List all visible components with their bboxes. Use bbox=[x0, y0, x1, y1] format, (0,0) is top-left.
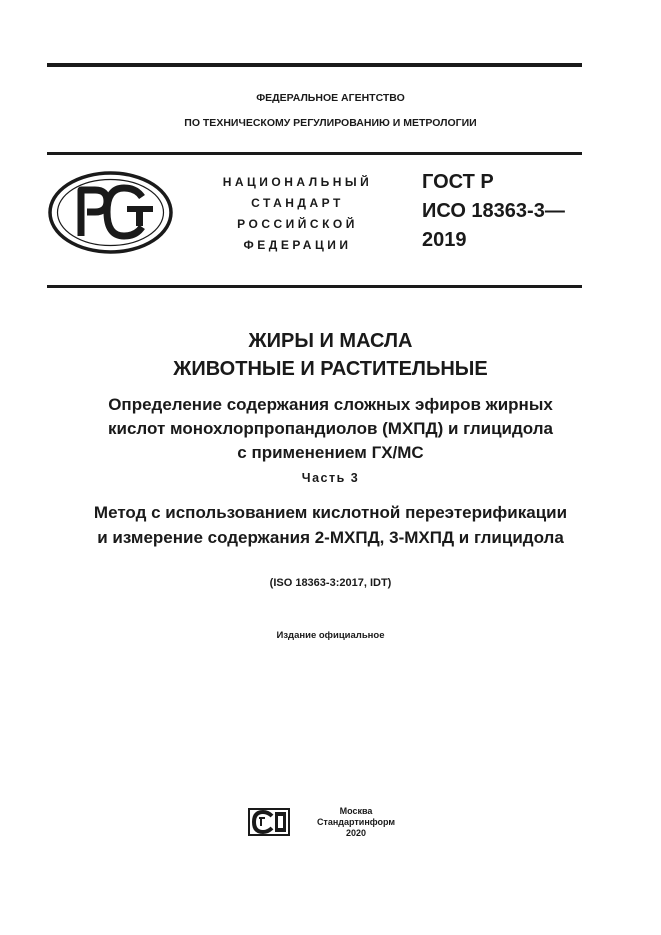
national-standard-line-1: НАЦИОНАЛЬНЫЙ bbox=[222, 175, 373, 189]
subtitle-line-3: с применением ГХ/МС bbox=[237, 443, 424, 462]
national-standard-line-2: СТАНДАРТ bbox=[251, 196, 344, 210]
national-standard-label bbox=[205, 172, 390, 256]
method-title bbox=[0, 500, 661, 550]
subtitle-line-2: кислот монохлорпропандиолов (МХПД) и глицидола bbox=[108, 419, 553, 438]
document-subtitle bbox=[0, 393, 661, 465]
standard-designation bbox=[422, 168, 565, 255]
standartinform-logo-icon bbox=[248, 808, 290, 836]
part-label: Часть 3 bbox=[301, 471, 360, 485]
title-rule bbox=[47, 285, 582, 288]
designation-line-2: ИСО 18363-3— bbox=[422, 200, 565, 222]
title-line-1: ЖИРЫ И МАСЛА bbox=[248, 330, 413, 352]
publisher-name: Стандартинформ bbox=[316, 817, 396, 827]
national-standard-line-3: РОССИЙСКОЙ bbox=[237, 217, 358, 231]
subtitle-line-1: Определение содержания сложных эфиров жирных bbox=[108, 395, 553, 414]
document-title bbox=[0, 327, 661, 383]
edition-note: Издание официальное bbox=[276, 630, 385, 641]
designation-line-1: ГОСТ Р bbox=[422, 171, 494, 193]
national-standard-line-4: ФЕДЕРАЦИИ bbox=[243, 238, 352, 252]
designation-line-3: 2019 bbox=[422, 229, 467, 251]
publisher-city: Москва bbox=[339, 806, 373, 816]
title-line-2: ЖИВОТНЫЕ И РАСТИТЕЛЬНЫЕ bbox=[173, 358, 488, 380]
agency-line-1: ФЕДЕРАЛЬНОЕ АГЕНТСТВО bbox=[256, 92, 405, 104]
publisher-block bbox=[312, 806, 400, 839]
method-line-1: Метод с использованием кислотной переэтерификации bbox=[93, 503, 568, 522]
gost-r-certification-emblem-icon bbox=[47, 170, 174, 255]
header-rule bbox=[47, 152, 582, 155]
top-rule bbox=[47, 63, 582, 67]
method-line-2: и измерение содержания 2-МХПД, 3-МХПД и глицидола bbox=[97, 528, 564, 547]
iso-reference: (ISO 18363-3:2017, IDT) bbox=[269, 577, 392, 589]
publisher-year: 2020 bbox=[345, 828, 367, 838]
agency-line-2: ПО ТЕХНИЧЕСКОМУ РЕГУЛИРОВАНИЮ И МЕТРОЛОГИИ bbox=[184, 117, 477, 129]
